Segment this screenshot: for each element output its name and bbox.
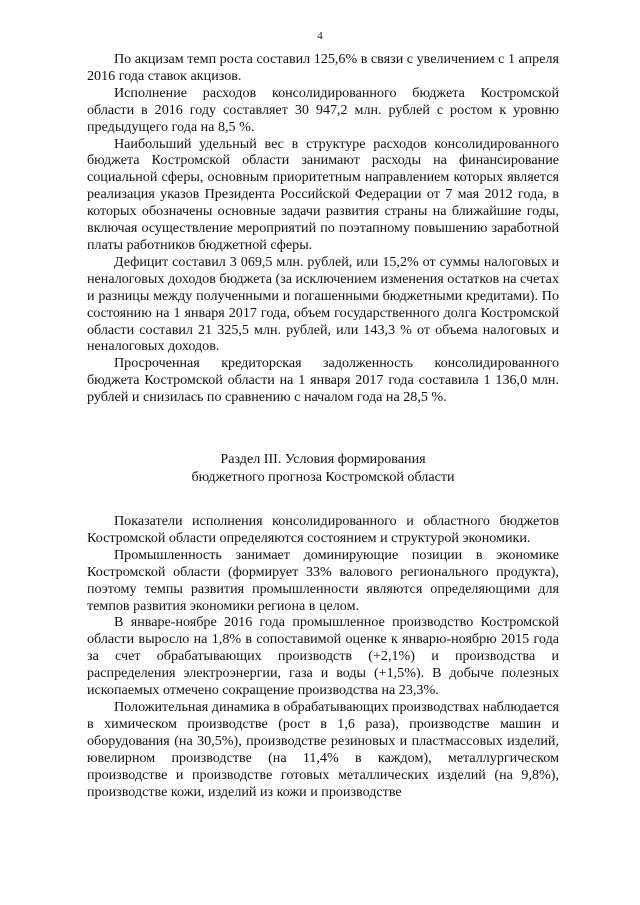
page-number: 4 [317,30,323,42]
paragraph-manufacturing-dynamics: Положительная динамика в обрабатывающих производствах наблюдается в химическом производстве (рост в 1,6 раза), производстве машин и оборудования (на 30,5%), производстве резиновых и пластмассовых изделий, ювелирном производстве (на 11,4% в каждом), металлургическом производстве и производстве готовых металлических изделий (на 9,8%), производстве кожи, изделий из кожи и производстве [87,699,559,800]
section-heading-line-2: бюджетного прогноза Костромской области [191,469,455,486]
paragraph-industrial-growth: В январе-ноябре 2016 года промышленное производство Костромской области выросло на 1,8% в сопоставимой оценке к январю-ноябрю 2015 года за счет обрабатывающих производств (+2,1%) и производства и распределения электроэнергии, газа и воды (+1,5%). В добыче полезных ископаемых отмечено сокращение производства на 23,3%. [87,614,559,699]
section-heading-line-1: Раздел III. Условия формирования [220,451,426,468]
paragraph-social-sphere-share: Наибольший удельный вес в структуре расходов консолидированного бюджета Костромской области занимают расходы на финансирование социальной сферы, основным приоритетным направлением которых является реализация указов Президента Российской Федерации от 7 мая 2012 года, в которых обозначены основные задачи развития страны на ближайшие годы, включая осуществление мероприятий по поэтапному повышению заработной платы работников бюджетной сферы. [87,135,559,253]
paragraph-industry-dominance: Промышленность занимает доминирующие позиции в экономике Костромской области (формирует 33% валового регионального продукта), поэтому темпы развития промышленности являются определяющими для темпов развития экономики региона в целом. [87,546,559,614]
paragraph-excise-growth: По акцизам темп роста составил 125,6% в связи с увеличением с 1 апреля 2016 года ставок акцизов. [87,51,559,84]
paragraph-overdue-payables: Просроченная кредиторская задолженность консолидированного бюджета Костромской области на 1 января 2017 года составила 1 136,0 млн. рублей и снизилась по сравнению с началом года на 28,5 %. [87,355,559,406]
document-body [87,51,559,800]
paragraph-expenditure-execution: Исполнение расходов консолидированного бюджета Костромской области в 2016 году составляет 30 947,2 млн. рублей с ростом к уровню предыдущего года на 8,5 %. [87,84,559,135]
paragraph-budget-indicators: Показатели исполнения консолидированного и областного бюджетов Костромской области определяются состоянием и структурой экономики. [87,513,559,546]
paragraph-deficit-and-debt: Дефицит составил 3 069,5 млн. рублей, или 15,2% от суммы налоговых и неналоговых доходов бюджета (за исключением изменения остатков на счетах и разницы между полученными и погашенными бюджетными кредитами). По состоянию на 1 января 2017 года, объем государственного долга Костромской области составил 21 325,5 млн. рублей, или 143,3 % от объема налоговых и неналоговых доходов. [87,253,559,355]
section-heading [87,450,559,486]
